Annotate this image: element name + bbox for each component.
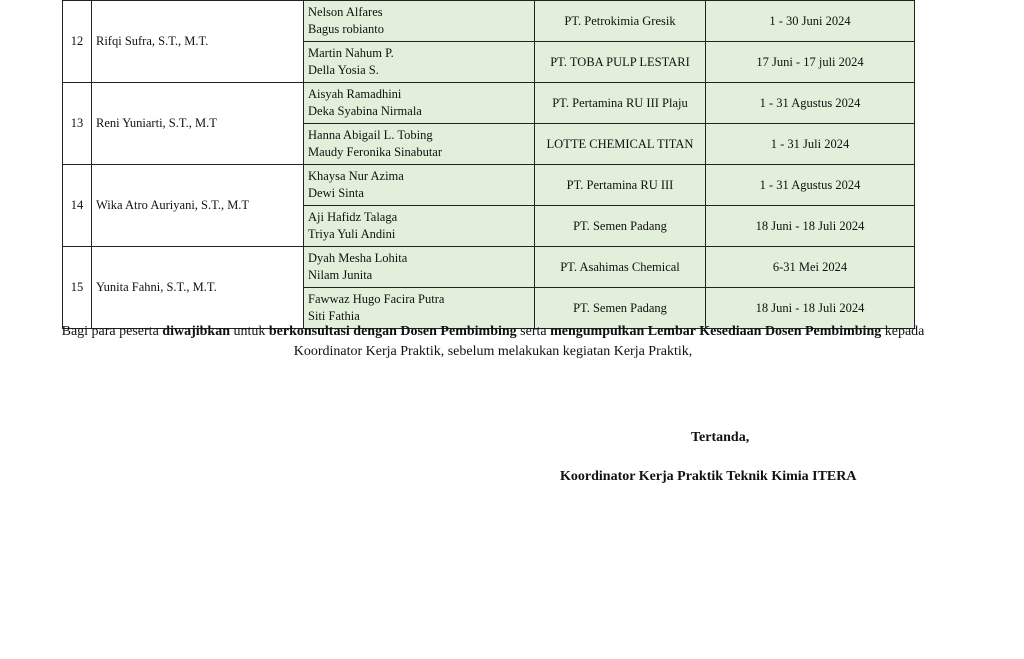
table-row (63, 165, 915, 206)
row-number: 14 (63, 165, 92, 247)
student-names (304, 206, 535, 247)
note-text: Bagi para peserta (61, 324, 163, 339)
student-name: Deka Syabina Nirmala (308, 104, 422, 118)
row-number: 12 (63, 1, 92, 83)
student-name: Martin Nahum P. (308, 45, 394, 60)
table-row (63, 1, 915, 42)
student-name: Bagus robianto (308, 22, 385, 36)
student-names (304, 165, 535, 206)
signature-closing: Tertanda, (691, 430, 750, 445)
student-names (304, 42, 535, 83)
student-name: Siti Fathia (308, 309, 360, 323)
company-name: PT. Petrokimia Gresik (535, 1, 706, 42)
internship-period: 1 - 31 Agustus 2024 (706, 165, 915, 206)
student-name: Dyah Mesha Lohita (308, 250, 408, 265)
note-bold: mengumpulkan Lembar Kesediaan Dosen Pembimbing (550, 324, 882, 339)
company-name: PT. Pertamina RU III Plaju (535, 83, 706, 124)
row-number: 13 (63, 83, 92, 165)
row-number: 15 (63, 247, 92, 329)
internship-period: 18 Juni - 18 Juli 2024 (706, 288, 915, 329)
student-name: Aisyah Ramadhini (308, 86, 402, 101)
company-name: PT. TOBA PULP LESTARI (535, 42, 706, 83)
supervisor-name: Reni Yuniarti, S.T., M.T (92, 83, 304, 165)
student-name: Maudy Feronika Sinabutar (308, 145, 443, 159)
student-name: Triya Yuli Andini (308, 227, 396, 241)
student-name: Fawwaz Hugo Facira Putra (308, 291, 445, 306)
internship-period: 6-31 Mei 2024 (706, 247, 915, 288)
note-bold: diwajibkan (162, 324, 230, 339)
internship-period: 1 - 31 Agustus 2024 (706, 83, 915, 124)
student-name: Khaysa Nur Azima (308, 168, 404, 183)
company-name: PT. Semen Padang (535, 288, 706, 329)
internship-period: 1 - 31 Juli 2024 (706, 124, 915, 165)
student-names (304, 247, 535, 288)
student-name: Hanna Abigail L. Tobing (308, 127, 433, 142)
student-names (304, 124, 535, 165)
student-name: Dewi Sinta (308, 186, 364, 200)
student-names (304, 1, 535, 42)
supervisor-name: Rifqi Sufra, S.T., M.T. (92, 1, 304, 83)
student-name: Della Yosia S. (308, 63, 379, 77)
note-text: untuk (230, 324, 269, 339)
note-text: kepada Koordinator Kerja Praktik, sebelum melakukan kegiatan Kerja Praktik, (293, 324, 925, 359)
student-names (304, 83, 535, 124)
note-text: serta (516, 324, 551, 339)
student-name: Aji Hafidz Talaga (308, 209, 398, 224)
internship-period: 17 Juni - 17 juli 2024 (706, 42, 915, 83)
signature-title: Koordinator Kerja Praktik Teknik Kimia ITERA (560, 469, 857, 484)
company-name: PT. Pertamina RU III (535, 165, 706, 206)
supervisor-name: Yunita Fahni, S.T., M.T. (92, 247, 304, 329)
company-name: LOTTE CHEMICAL TITAN (535, 124, 706, 165)
instruction-note (60, 322, 926, 362)
company-name: PT. Semen Padang (535, 206, 706, 247)
table-row (63, 83, 915, 124)
note-bold: berkonsultasi dengan Dosen Pembimbing (268, 324, 517, 339)
supervisor-table (62, 0, 915, 329)
student-name: Nilam Junita (308, 268, 373, 282)
table-row (63, 247, 915, 288)
internship-period: 1 - 30 Juni 2024 (706, 1, 915, 42)
student-name: Nelson Alfares (308, 4, 383, 19)
supervisor-name: Wika Atro Auriyani, S.T., M.T (92, 165, 304, 247)
internship-period: 18 Juni - 18 Juli 2024 (706, 206, 915, 247)
company-name: PT. Asahimas Chemical (535, 247, 706, 288)
